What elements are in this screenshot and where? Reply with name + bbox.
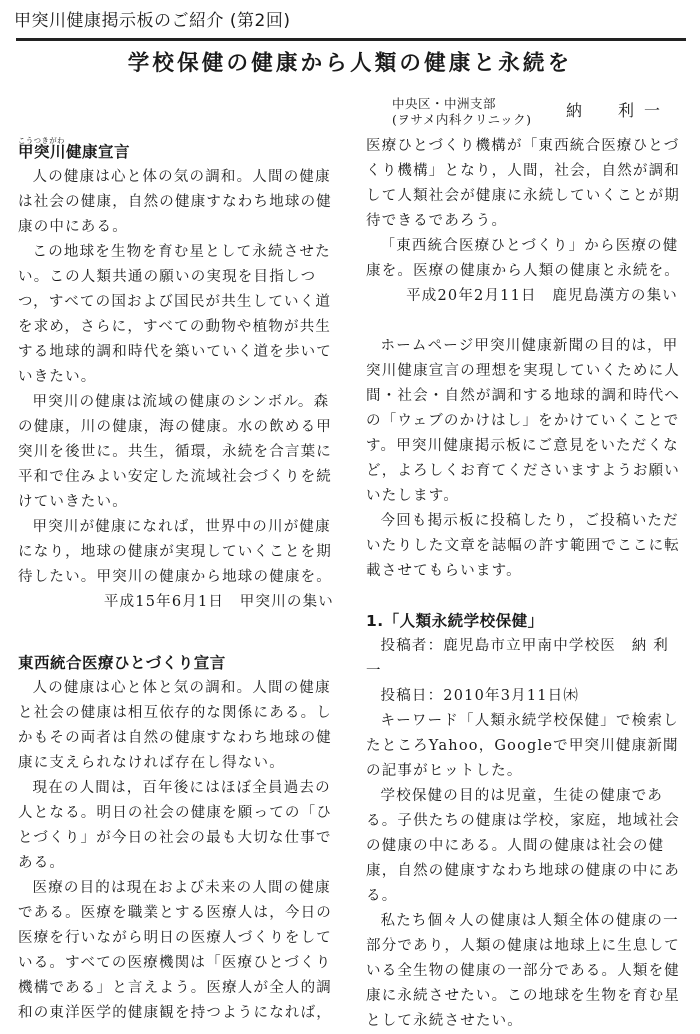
- header-rule: [16, 38, 686, 41]
- paragraph: 人の健康は心と体の気の調和。人間の健康は社会の健康，自然の健康すなわち地球の健康の中にある。: [18, 169, 332, 235]
- paragraph: 「東西統合医療ひとづくり」から医療の健康を。医療の健康から人類の健康と永続を。: [366, 238, 680, 279]
- signature-line: 平成15年6月1日 甲突川の集い: [103, 594, 334, 610]
- signature-line: 平成20年2月11日 鹿児島漢方の集い: [406, 288, 678, 304]
- article-title: 学校保健の健康から人類の健康と永続を: [127, 51, 573, 76]
- author-affiliation: [392, 96, 532, 128]
- spacer: [366, 584, 684, 609]
- section-heading-school-health: 1.「人類永続学校保健」: [366, 612, 544, 630]
- paragraph: 今回も掲示板に投稿したり，ご投稿いただいたりした文章を誌幅の許す範囲でここに転載させてもらいます。: [366, 513, 680, 579]
- spacer: [366, 309, 684, 334]
- paragraph: 私たち個々人の健康は人類全体の健康の一部分であり，人類の健康は地球上に生息している全生物の健康の一部分である。人類を健康に永続させたい。この地球を生物を育む星として永続させたい。: [366, 913, 680, 1029]
- affiliation-line-1: 中央区・中洲支部: [392, 96, 497, 111]
- spacer: [18, 615, 340, 647]
- section-heading-integrative-medicine: 東西統合医療ひとづくり宣言: [18, 654, 226, 672]
- heading-text: 甲突川健康宣言: [18, 143, 131, 161]
- affiliation-line-2: (ヲサメ内科クリニック): [392, 112, 532, 127]
- paragraph: キーワード「人類永続学校保健」で検索したところYahoo，Googleで甲突川健康新聞の記事がヒットした。: [366, 713, 679, 779]
- section-heading-koutsukigawa: [18, 130, 340, 165]
- right-column: [366, 134, 684, 1029]
- paragraph: 人の健康は心と体と気の調和。人間の健康と社会の健康は相互依存的な関係にある。しかもその両者は自然の健康すなわち地球の健康に支えられなければ存在し得ない。: [18, 680, 332, 771]
- paragraph: 甲突川の健康は流域の健康のシンボル。森の健康，川の健康，海の健康。水の飲める甲突川を後世に。共生，循環，永続を合言葉に平和で住みよい安定した流域社会づくりを続けていきたい。: [18, 394, 332, 510]
- left-column: [18, 136, 340, 1021]
- paragraph: ホームページ甲突川健康新聞の目的は，甲突川健康宣言の理想を実現していくために人間・社会・自然が調和する地球的調和時代への「ウェブのかけはし」をかけていくことです。甲突川健康掲示板にご意見をいただくなど，よろしくお育てくださいますようお願いいたします。: [366, 338, 680, 504]
- paragraph: 現在の人間は，百年後にはほぼ全員過去の人となる。明日の社会の健康を願っての「ひとづくり」が今日の社会の最も大切な仕事である。: [18, 780, 332, 871]
- paragraph: 甲突川が健康になれば，世界中の川が健康になり，地球の健康が実現していくことを期待したい。甲突川の健康から地球の健康を。: [18, 519, 332, 585]
- date-line: 投稿日：2010年3月11日㈭: [380, 688, 580, 704]
- heading-ruby: こうつきがわ: [18, 136, 65, 145]
- poster-line: 投稿者：鹿児島市立甲南中学校医 納 利一: [366, 638, 669, 679]
- paragraph: この地球を生物を育む星として永続させたい。この人類共通の願いの実現を目指しつつ，すべての国および国民が共生していく道を求め，さらに，すべての動物や植物が共生する地球的調和時代を築いていく道を歩いていきたい。: [18, 244, 332, 385]
- author-name: 納 利一: [566, 101, 671, 120]
- paragraph: 医療ひとづくり機構が「東西統合医療ひとづくり機構」となり，人間，社会，自然が調和して人類社会が健康に永続していくことが期待できるであろう。: [366, 138, 680, 229]
- series-title: 甲突川健康掲示板のご紹介 (第2回): [14, 11, 291, 31]
- paragraph: 学校保健の目的は児童，生徒の健康である。子供たちの健康は学校，家庭，地域社会の健康の中にある。人間の健康は社会の健康，自然の健康すなわち地球の健康の中にある。: [366, 788, 680, 904]
- paragraph: 医療の目的は現在および未来の人間の健康である。医療を職業とする医療人は，今日の医療を行いながら明日の医療人づくりをしている。すべての医療機関は「医療ひとづくり機構である」と言えよう。医療人が全人的調和の東洋医学的健康観を持つようになれば，: [18, 880, 332, 1021]
